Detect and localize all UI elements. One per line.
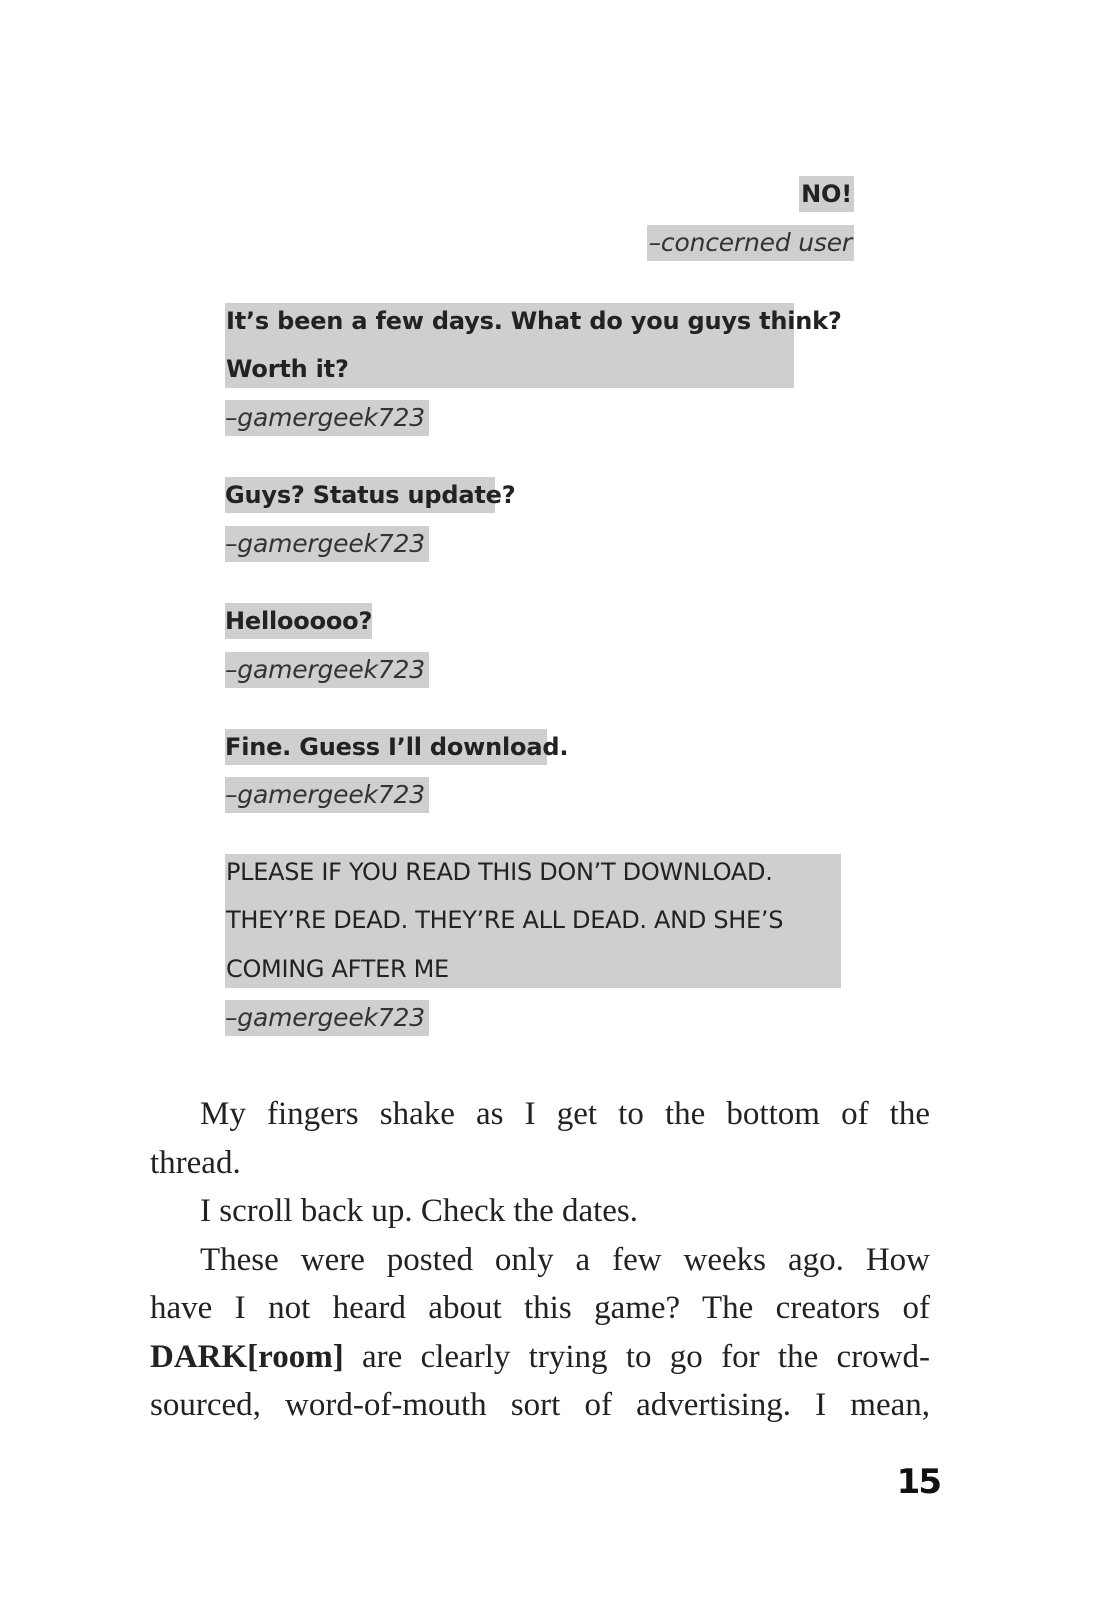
post-5-line-1: PLEASE IF YOU READ THIS DON’T DOWNLOAD. (226, 858, 773, 886)
para-3-line-3 (150, 1333, 930, 1382)
para-1-line-2: thread. (150, 1145, 241, 1181)
post-5-line-2: THEY’RE DEAD. THEY’RE ALL DEAD. AND SHE’S (226, 906, 784, 934)
post-no-signature: –concerned user (647, 225, 854, 261)
para-1-line-1-text: My fingers shake as I get to the bottom of the (200, 1096, 930, 1132)
post-5-line-3: COMING AFTER ME (226, 955, 449, 983)
para-3-line-2 (150, 1284, 930, 1333)
post-3-signature: –gamergeek723 (225, 652, 429, 688)
post-no-text: NO! (799, 176, 854, 212)
para-1-line-1 (200, 1090, 930, 1139)
para-3-line-4-text: sourced, word-of-mouth sort of advertising. I mean, (150, 1387, 930, 1423)
para-3-line-3-text: are clearly trying to go for the crowd- (343, 1339, 930, 1375)
para-2-line-1: I scroll back up. Check the dates. (200, 1193, 639, 1229)
post-2-signature: –gamergeek723 (225, 526, 429, 562)
post-1-signature: –gamergeek723 (225, 400, 429, 436)
post-4-signature: –gamergeek723 (225, 777, 429, 813)
post-2-line-1: Guys? Status update? (225, 477, 495, 513)
page-number: 15 (896, 1462, 940, 1502)
post-4-line-1: Fine. Guess I’ll download. (225, 729, 547, 765)
para-3-line-2-text: have I not heard about this game? The creators of (150, 1290, 930, 1326)
post-1-line-1: It’s been a few days. What do you guys think? (226, 307, 842, 335)
para-3-line-1-text: These were posted only a few weeks ago. How (200, 1242, 930, 1278)
game-title: DARK[room] (150, 1339, 344, 1375)
post-1-line-2: Worth it? (226, 355, 349, 383)
post-5-signature: –gamergeek723 (225, 1000, 429, 1036)
para-3-line-1 (200, 1236, 930, 1285)
para-3-line-4 (150, 1381, 930, 1430)
post-3-line-1: Hellooooo? (225, 603, 372, 639)
